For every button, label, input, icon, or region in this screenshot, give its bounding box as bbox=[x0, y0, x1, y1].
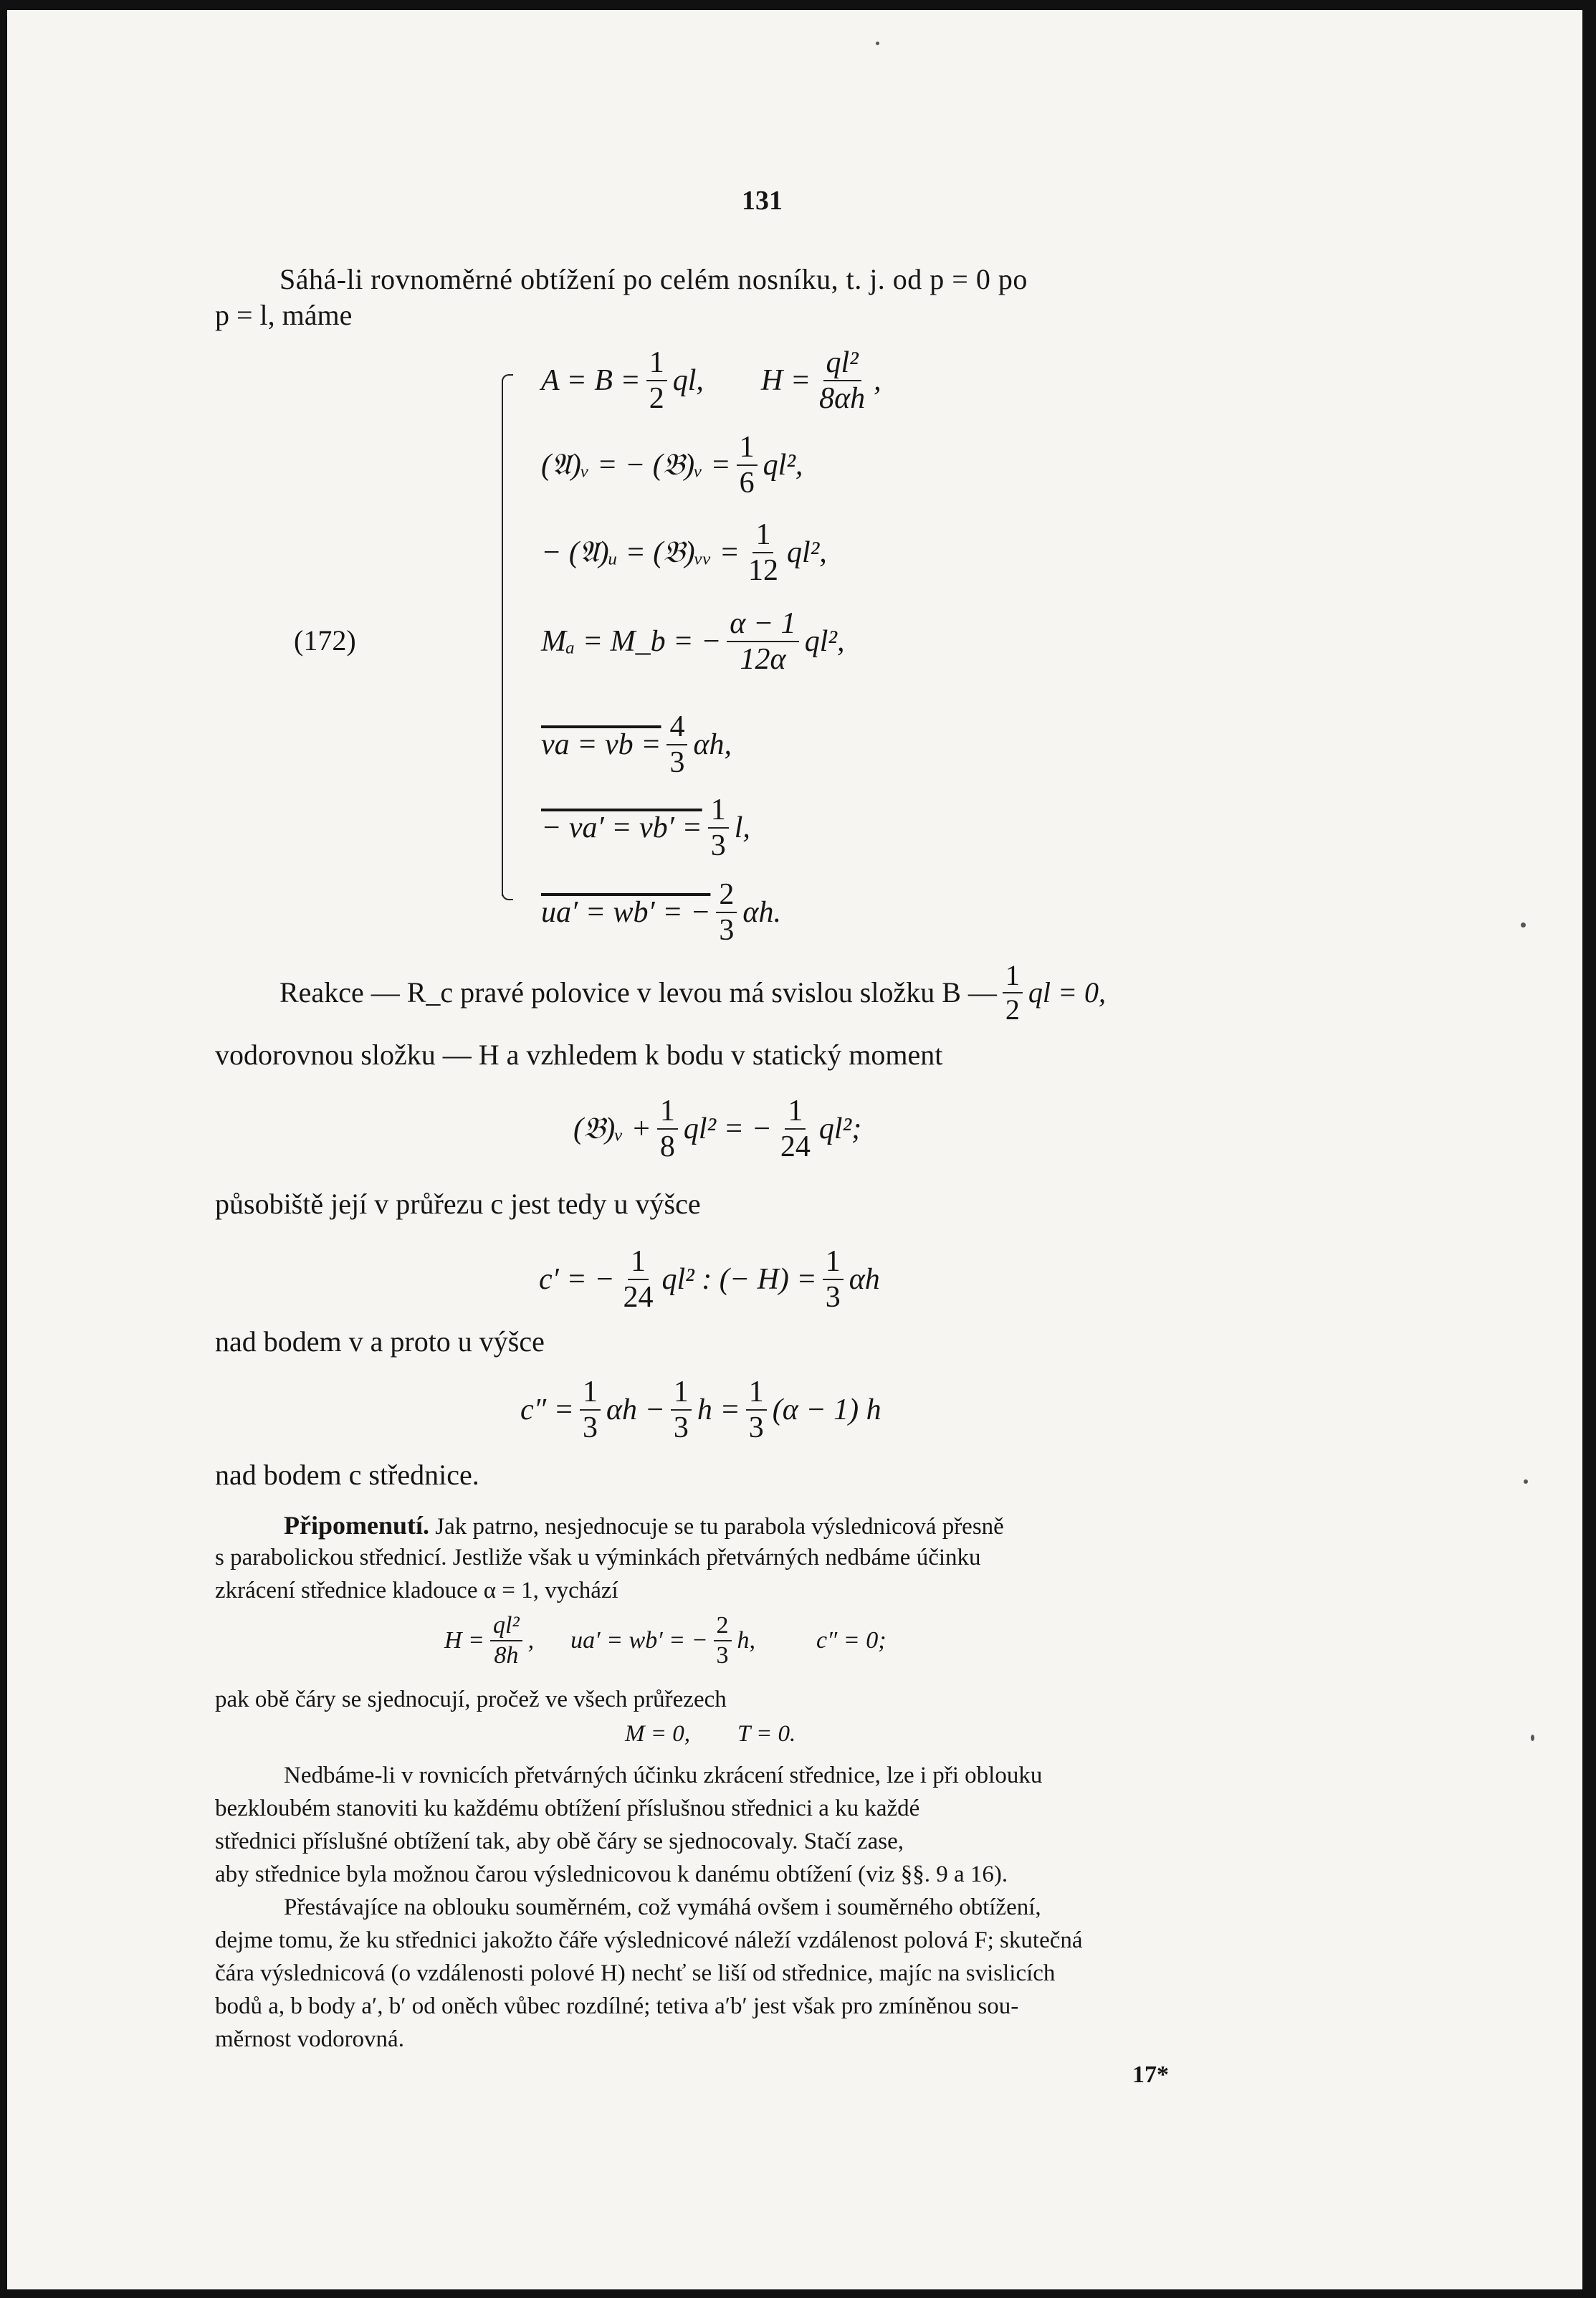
system-brace bbox=[502, 380, 503, 896]
moment-frac-1: $\frac{1}{8}$ bbox=[657, 1095, 678, 1163]
para2-line-2: dejme tomu, že ku střednici jakožto čáře výslednicové náleží vzdálenost polová F; skutečná bbox=[215, 1927, 1083, 1953]
page-number: 131 bbox=[742, 186, 783, 216]
note-h-fraction: $\frac{\text{ql²}}{8h}$ bbox=[490, 1613, 522, 1668]
note-line-1-rest: Jak patrno, nesjednocuje se tu parabola výslednicová přesně bbox=[435, 1514, 1004, 1540]
reakce-fraction: $\frac{1}{2}$ bbox=[1003, 960, 1023, 1025]
scan-speck bbox=[876, 42, 879, 45]
para1-line-3: střednici příslušné obtížení tak, aby obě čáry se sjednocovaly. Stačí zase, bbox=[215, 1829, 904, 1854]
reakce-text: Reakce — R_c pravé polovice v levou má svislou složku B — bbox=[279, 976, 997, 1009]
eq1-fraction: $\frac{1}{2}$ bbox=[646, 347, 667, 414]
intro-line-2: p = l, máme bbox=[215, 299, 353, 331]
eq6-tail: l, bbox=[734, 811, 750, 845]
signature-mark: 17* bbox=[1132, 2061, 1169, 2088]
eq7-fraction: $\frac{2}{3}$ bbox=[716, 879, 737, 946]
system-label: (172) bbox=[294, 624, 356, 657]
eq4-left: Mₐ = M_b = − bbox=[541, 625, 722, 659]
pak-line: pak obě čáry se sjednocují, pročež ve všech průřezech bbox=[215, 1687, 727, 1712]
equation-6 bbox=[541, 794, 750, 862]
reakce-line-1 bbox=[279, 960, 1106, 1025]
c2-frac-3: $\frac{1}{3}$ bbox=[746, 1376, 767, 1444]
note-frac-2: $\frac{2}{3}$ bbox=[714, 1613, 732, 1668]
intro-line-1: Sáhá-li rovnoměrné obtížení po celém nosníku, t. j. od p = 0 po bbox=[279, 263, 1028, 295]
brace-top bbox=[502, 374, 513, 386]
eq5-left: va = vb = bbox=[541, 728, 661, 762]
note-line-1 bbox=[284, 1507, 1004, 1545]
moment-frac-2: $\frac{1}{24}$ bbox=[780, 1095, 811, 1164]
eq5-tail: αh, bbox=[693, 728, 732, 762]
para2-line-4: bodů a, b body a′, b′ od oněch vůbec rozdílné; tetiva a′b′ jest však pro zmíněnou sou- bbox=[215, 1993, 1019, 2019]
scan-speck bbox=[1524, 1479, 1528, 1484]
eq4-tail: ql², bbox=[804, 625, 845, 659]
nad-c-line: nad bodem c střednice. bbox=[215, 1459, 479, 1491]
equation-7 bbox=[541, 879, 781, 946]
equation-5 bbox=[541, 711, 732, 778]
c-frac-2: $\frac{1}{3}$ bbox=[823, 1246, 844, 1313]
equation-2 bbox=[541, 432, 803, 499]
eq3-left: − (𝔄)ᵤ = (𝔅)ᵥᵥ = bbox=[541, 536, 740, 570]
para2-line-5: měrnost vodorovná. bbox=[215, 2026, 404, 2052]
eq3-fraction: $\frac{1}{12}$ bbox=[747, 518, 778, 588]
eq1-left: A = B = bbox=[541, 364, 641, 398]
eq1-h: H = bbox=[760, 364, 811, 398]
eq2-left: (𝔄)ᵥ = − (𝔅)ᵥ = bbox=[541, 449, 731, 482]
posobiste-line: působiště její v průřezu c jest tedy u výšce bbox=[215, 1188, 701, 1220]
note-line-3: zkrácení střednice kladouce α = 1, vychází bbox=[215, 1578, 618, 1603]
nad-v-line: nad bodem v a proto u výšce bbox=[215, 1325, 545, 1358]
c-prime-equation: c′ = − $\frac{1}{24}$ ql² : (− H) = $\frac{1}{3}$ αh bbox=[539, 1245, 880, 1315]
eq1-tail: ql, bbox=[672, 364, 704, 398]
scan-speck bbox=[1531, 1735, 1534, 1741]
equation-1: A = B = $\frac{1}{2}$ ql, H = $\frac{\text{ql²}}{8\alpha h}$ , bbox=[541, 346, 881, 416]
eq6-fraction: $\frac{1}{3}$ bbox=[708, 794, 729, 862]
para1-line-4: aby střednice byla možnou čarou výslednicovou k danému obtížení (viz §§. 9 a 16). bbox=[215, 1861, 1008, 1887]
note-equation: H = $\frac{\text{ql²}}{8h}$ , ua′ = wb′ = − $\frac{2}{3}$ h, c″ = 0; bbox=[444, 1612, 887, 1669]
para2-line-1: Přestávajíce na oblouku souměrném, což vymáhá ovšem i souměrného obtížení, bbox=[284, 1894, 1041, 1920]
eq1-h-fraction: $\frac{\text{ql²}}{8\alpha h}$ bbox=[819, 346, 866, 416]
mt-equation: M = 0, T = 0. bbox=[625, 1721, 796, 1747]
equation-4 bbox=[541, 608, 844, 675]
c-double-prime-equation: c″ = $\frac{1}{3}$ αh − $\frac{1}{3}$ h = $\frac{1}{3}$ (α − 1) h bbox=[520, 1376, 881, 1445]
eq6-left: − va′ = vb′ = bbox=[541, 811, 702, 845]
c2-frac-1: $\frac{1}{3}$ bbox=[580, 1376, 601, 1444]
c2-frac-2: $\frac{1}{3}$ bbox=[671, 1376, 692, 1444]
eq4-fraction: $\frac{\alpha - 1}{12\alpha}$ bbox=[727, 608, 798, 675]
eq2-tail: ql², bbox=[763, 449, 803, 482]
note-heading: Připomenutí. bbox=[284, 1511, 429, 1540]
para1-line-1: Nedbáme-li v rovnicích přetvárných účinku zkrácení střednice, lze i při oblouku bbox=[284, 1763, 1043, 1788]
note-line-2: s parabolickou střednicí. Jestliže však u výminkách přetvárných nedbáme účinku bbox=[215, 1545, 981, 1570]
eq7-left: ua′ = wb′ = − bbox=[541, 896, 711, 930]
para1-line-2: bezkloubém stanoviti ku každému obtížení příslušnou střednici a ku každé bbox=[215, 1796, 920, 1821]
reakce-tail: ql = 0, bbox=[1028, 976, 1107, 1009]
c-frac-1: $\frac{1}{24}$ bbox=[623, 1245, 654, 1315]
eq7-tail: αh. bbox=[742, 896, 781, 930]
para2-line-3: čára výslednicová (o vzdálenosti polové H) nechť se liší od střednice, majíc na svislicích bbox=[215, 1960, 1056, 1986]
equation-3 bbox=[541, 519, 827, 586]
eq2-fraction: $\frac{1}{6}$ bbox=[737, 432, 758, 499]
eq5-fraction: $\frac{4}{3}$ bbox=[666, 711, 687, 778]
moment-equation: (𝔅)ᵥ + $\frac{1}{8}$ ql² = − $\frac{1}{24}$ ql²; bbox=[573, 1095, 862, 1164]
scan-speck bbox=[1521, 922, 1526, 928]
reakce-line-2: vodorovnou složku — H a vzhledem k bodu v statický moment bbox=[215, 1039, 943, 1071]
eq3-tail: ql², bbox=[786, 536, 827, 570]
